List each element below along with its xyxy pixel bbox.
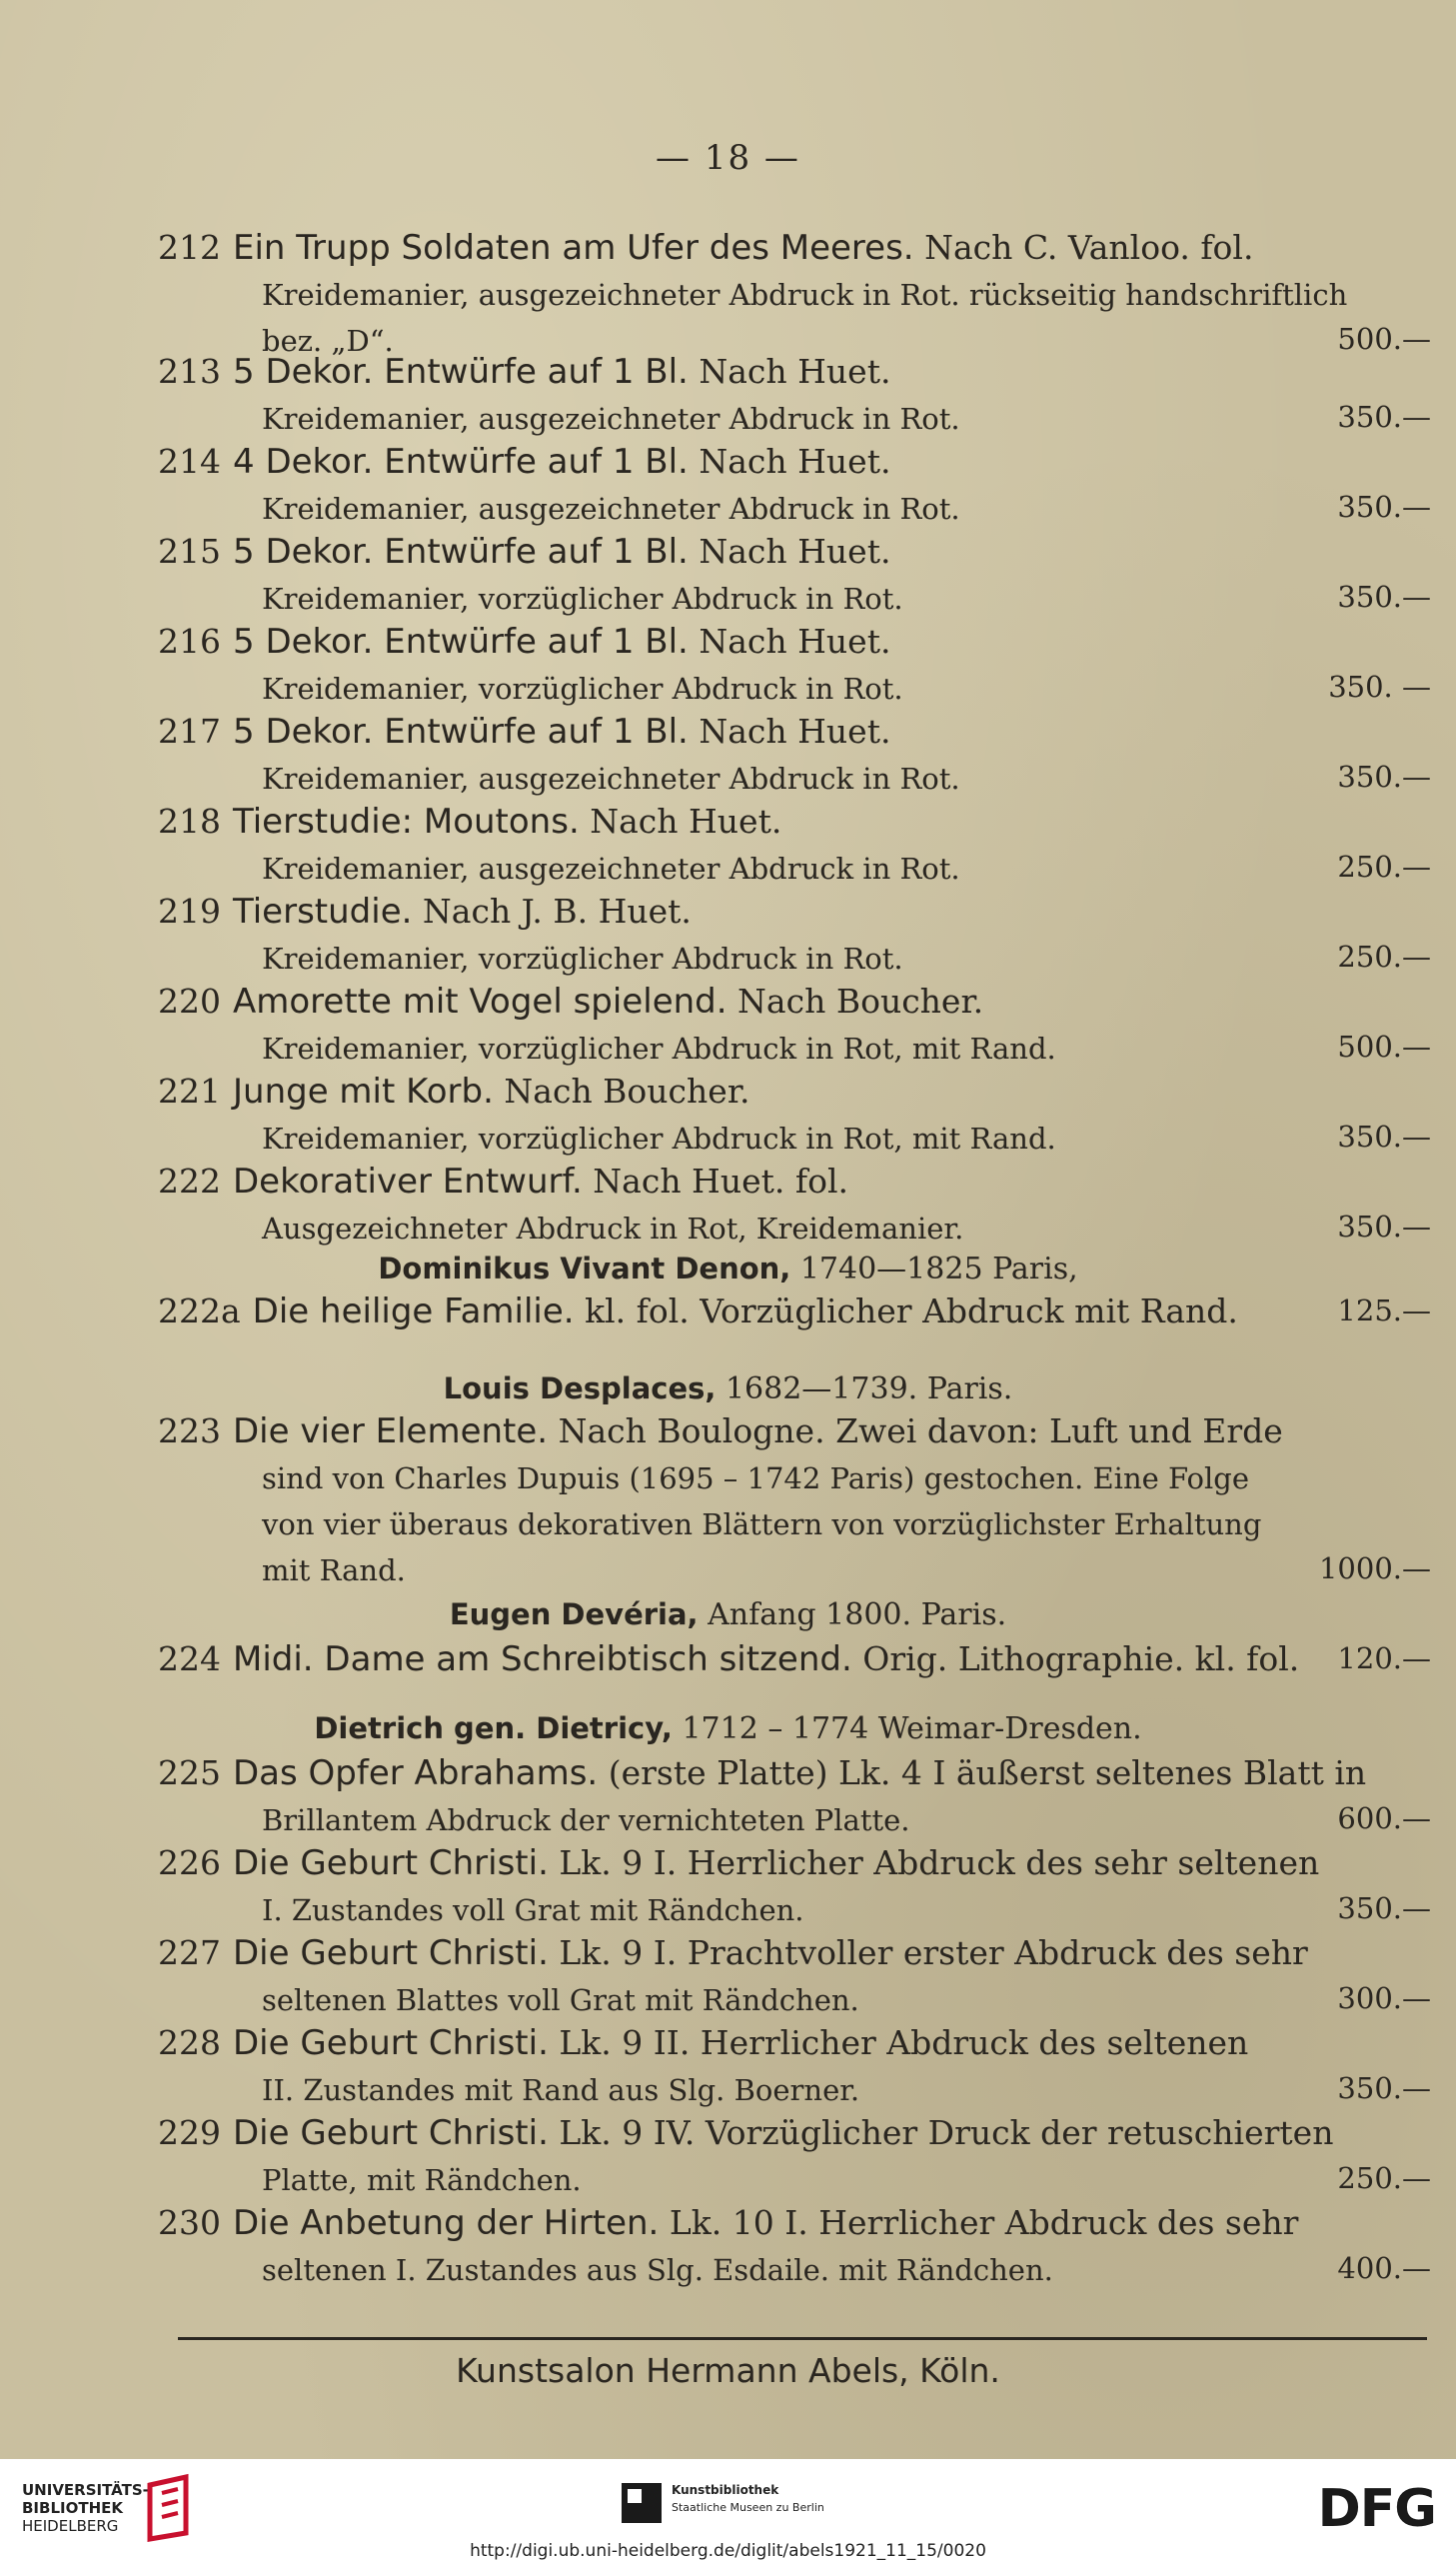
- entry-first-line: [158, 2203, 1298, 2243]
- description-line: bez. „D“.: [262, 324, 394, 358]
- entry-details: Nach Huet.: [579, 802, 782, 841]
- entry-first-line: [158, 712, 890, 752]
- artist-dates: 1740—1825 Paris,: [790, 1252, 1078, 1286]
- entry-price: 350. —: [1328, 670, 1431, 704]
- entry-price: 350.—: [1337, 2071, 1431, 2105]
- entry-number: 228: [158, 2023, 221, 2062]
- entry-first-line: [158, 622, 890, 662]
- entry-title: Das Opfer Abrahams.: [233, 1753, 599, 1793]
- entry-number: 214: [158, 442, 221, 481]
- entry-first-line: [158, 442, 890, 482]
- entry-title: Die Anbetung der Hirten.: [233, 2203, 660, 2243]
- entry-title: Junge mit Korb.: [233, 1072, 494, 1112]
- entry-title: 5 Dekor. Entwürfe auf 1 Bl.: [233, 712, 689, 752]
- entry-details: Lk. 9 II. Herrlicher Abdruck des seltenen: [548, 2023, 1249, 2062]
- entry-number: 212: [158, 228, 221, 267]
- kunstbibliothek-icon: [622, 2483, 662, 2523]
- description-line: sind von Charles Dupuis (1695 – 1742 Paris) gestochen. Eine Folge: [262, 1461, 1249, 1495]
- entry-first-line: [158, 352, 890, 392]
- entry-number: 220: [158, 982, 221, 1021]
- entry-number: 224: [158, 1639, 221, 1678]
- kb-title: Kunstbibliothek: [672, 2483, 779, 2497]
- entry-description: [262, 1206, 963, 1252]
- entry-description: [262, 2157, 582, 2203]
- entry-title: Amorette mit Vogel spielend.: [233, 982, 728, 1022]
- entry-details: Nach Huet.: [688, 352, 891, 391]
- entry-details: Lk. 9 I. Herrlicher Abdruck des sehr seltenen: [548, 1843, 1320, 1882]
- entry-first-line: [158, 1753, 1366, 1793]
- entry-title: Tierstudie.: [233, 892, 413, 932]
- description-line: Kreidemanier, ausgezeichneter Abdruck in Rot.: [262, 492, 960, 526]
- description-line: mit Rand.: [262, 1553, 406, 1587]
- entry-first-line: [158, 1411, 1283, 1451]
- entry-description: [262, 756, 960, 802]
- entry-number: 230: [158, 2203, 221, 2242]
- entry-number: 216: [158, 622, 221, 661]
- entry-first-line: [158, 2023, 1248, 2063]
- artist-heading: [0, 1597, 1456, 1632]
- artist-name: Dominikus Vivant Denon,: [378, 1252, 791, 1285]
- entry-title: 4 Dekor. Entwürfe auf 1 Bl.: [233, 442, 689, 482]
- entry-description: [262, 1797, 910, 1843]
- entry-title: Die heilige Familie.: [252, 1291, 575, 1331]
- entry-number: 225: [158, 1753, 221, 1792]
- entry-number: 222: [158, 1162, 221, 1201]
- artist-heading: [0, 1252, 1456, 1286]
- entry-title: Die Geburt Christi.: [233, 2113, 549, 2153]
- entry-number: 218: [158, 802, 221, 841]
- description-line: Kreidemanier, vorzüglicher Abdruck in Rot.: [262, 582, 903, 616]
- entry-number: 223: [158, 1411, 221, 1450]
- description-line: II. Zustandes mit Rand aus Slg. Boerner.: [262, 2073, 860, 2107]
- description-line: Kreidemanier, ausgezeichneter Abdruck in Rot.: [262, 762, 960, 796]
- entry-price: 350.—: [1337, 1210, 1431, 1244]
- artist-name: Dietrich gen. Dietricy,: [314, 1711, 673, 1745]
- entry-price: 400.—: [1337, 2251, 1431, 2285]
- entry-details: Nach Huet.: [688, 712, 891, 751]
- entry-price: 125.—: [1337, 1293, 1431, 1327]
- entry-details: Nach Huet.: [688, 622, 891, 661]
- entry-title: Ein Trupp Soldaten am Ufer des Meeres.: [233, 228, 914, 268]
- entry-details: Nach J. B. Huet.: [412, 892, 692, 931]
- kb-subtitle: Staatliche Museen zu Berlin: [672, 2501, 824, 2514]
- description-line: I. Zustandes voll Grat mit Rändchen.: [262, 1893, 804, 1927]
- artist-heading: [0, 1711, 1456, 1746]
- entry-price: 250.—: [1337, 2161, 1431, 2195]
- entry-title: Die Geburt Christi.: [233, 1843, 549, 1883]
- entry-details: kl. fol. Vorzüglicher Abdruck mit Rand.: [574, 1291, 1238, 1330]
- entry-price: 500.—: [1337, 1030, 1431, 1064]
- entry-number: 221: [158, 1072, 221, 1111]
- artist-dates: 1712 – 1774 Weimar-Dresden.: [672, 1711, 1142, 1746]
- entry-first-line: [158, 982, 983, 1022]
- dfg-logo[interactable]: DFG: [1317, 2479, 1436, 2539]
- entry-first-line: [158, 2113, 1333, 2153]
- entry-details: Nach C. Vanloo. fol.: [913, 228, 1254, 267]
- entry-description: [262, 846, 960, 892]
- description-line: Kreidemanier, vorzüglicher Abdruck in Rot.: [262, 942, 903, 976]
- entry-details: (erste Platte) Lk. 4 I äußerst seltenes Blatt in: [598, 1753, 1367, 1792]
- entry-first-line: [158, 532, 890, 572]
- entry-number: 222a: [158, 1291, 241, 1330]
- entry-price: 120.—: [1337, 1641, 1431, 1675]
- entry-title: 5 Dekor. Entwürfe auf 1 Bl.: [233, 622, 689, 662]
- entry-first-line: [158, 1639, 1299, 1679]
- entry-number: 219: [158, 892, 221, 931]
- entry-price: 350.—: [1337, 1120, 1431, 1154]
- entry-description: [262, 1887, 804, 1933]
- entry-description: [262, 1116, 1056, 1162]
- entry-description: [262, 2247, 1053, 2293]
- entry-details: Nach Boucher.: [727, 982, 984, 1021]
- description-line: Kreidemanier, vorzüglicher Abdruck in Rot, mit Rand.: [262, 1032, 1056, 1066]
- ub-line: UNIVERSITÄTS-: [22, 2481, 149, 2499]
- description-line: Kreidemanier, vorzüglicher Abdruck in Rot, mit Rand.: [262, 1122, 1056, 1156]
- description-line: seltenen Blattes voll Grat mit Rändchen.: [262, 1983, 859, 2017]
- entry-price: 350.—: [1337, 760, 1431, 794]
- entry-price: 250.—: [1337, 850, 1431, 884]
- entry-description: [262, 396, 960, 442]
- entry-price: 350.—: [1337, 1891, 1431, 1925]
- entry-price: 1000.—: [1318, 1551, 1431, 1585]
- ub-line: BIBLIOTHEK: [22, 2499, 123, 2517]
- entry-description: [262, 666, 903, 712]
- entry-description: [262, 272, 1347, 364]
- entry-price: 250.—: [1337, 940, 1431, 974]
- entry-description: [262, 576, 903, 622]
- description-line: Kreidemanier, vorzüglicher Abdruck in Rot.: [262, 672, 903, 706]
- entry-description: [262, 1455, 1261, 1593]
- artist-dates: 1682—1739. Paris.: [716, 1371, 1013, 1406]
- ub-emblem-icon: [142, 2473, 202, 2543]
- source-url[interactable]: http://digi.ub.uni-heidelberg.de/diglit/abels1921_11_15/0020: [470, 2541, 986, 2561]
- entry-details: Orig. Lithographie. kl. fol.: [851, 1639, 1300, 1678]
- entry-title: Die vier Elemente.: [233, 1411, 549, 1451]
- entry-first-line: [158, 1291, 1238, 1331]
- entry-title: Die Geburt Christi.: [233, 1933, 549, 1973]
- entry-first-line: [158, 1933, 1308, 1973]
- entry-number: 217: [158, 712, 221, 751]
- entry-first-line: [158, 802, 781, 842]
- entry-title: 5 Dekor. Entwürfe auf 1 Bl.: [233, 532, 689, 572]
- entry-details: Nach Huet.: [688, 532, 891, 571]
- description-line: Kreidemanier, ausgezeichneter Abdruck in Rot.: [262, 402, 960, 436]
- artist-dates: Anfang 1800. Paris.: [698, 1597, 1007, 1632]
- entry-details: Nach Boucher.: [493, 1072, 750, 1111]
- entry-number: 215: [158, 532, 221, 571]
- description-line: Ausgezeichneter Abdruck in Rot, Kreidemanier.: [262, 1212, 964, 1246]
- entry-description: [262, 2067, 859, 2113]
- page-number: — 18 —: [656, 138, 800, 178]
- entry-number: 213: [158, 352, 221, 391]
- entry-title: 5 Dekor. Entwürfe auf 1 Bl.: [233, 352, 689, 392]
- entry-first-line: [158, 1843, 1319, 1883]
- entry-first-line: [158, 228, 1253, 268]
- kunstbibliothek-label: [672, 2481, 824, 2517]
- artist-name: Eugen Devéria,: [449, 1597, 699, 1631]
- entry-details: Nach Huet.: [688, 442, 891, 481]
- bottom-bar: [0, 2459, 1456, 2567]
- entry-price: 500.—: [1337, 322, 1431, 356]
- entry-details: Lk. 9 I. Prachtvoller erster Abdruck des sehr: [548, 1933, 1308, 1972]
- description-line: Brillantem Abdruck der vernichteten Platte.: [262, 1803, 910, 1837]
- ub-line: HEIDELBERG: [22, 2517, 119, 2535]
- entry-number: 226: [158, 1843, 221, 1882]
- artist-name: Louis Desplaces,: [443, 1371, 717, 1405]
- entry-number: 229: [158, 2113, 221, 2152]
- entry-first-line: [158, 1162, 848, 1202]
- entry-description: [262, 1026, 1056, 1072]
- entry-number: 227: [158, 1933, 221, 1972]
- artist-heading: [0, 1371, 1456, 1406]
- entry-details: Lk. 10 I. Herrlicher Abdruck des sehr: [659, 2203, 1299, 2242]
- entry-title: Midi. Dame am Schreibtisch sitzend.: [233, 1639, 852, 1679]
- entry-description: [262, 486, 960, 532]
- entry-price: 350.—: [1337, 400, 1431, 434]
- entry-first-line: [158, 892, 692, 932]
- description-line: Platte, mit Rändchen.: [262, 2163, 582, 2197]
- entry-first-line: [158, 1072, 749, 1112]
- description-line: Kreidemanier, ausgezeichneter Abdruck in Rot. rückseitig handschriftlich: [262, 278, 1348, 312]
- entry-title: Die Geburt Christi.: [233, 2023, 549, 2063]
- entry-description: [262, 936, 903, 982]
- entry-price: 350.—: [1337, 490, 1431, 524]
- entry-price: 600.—: [1337, 1801, 1431, 1835]
- entry-title: Dekorativer Entwurf.: [233, 1162, 583, 1202]
- description-line: seltenen I. Zustandes aus Slg. Esdaile. mit Rändchen.: [262, 2253, 1053, 2287]
- entry-details: Lk. 9 IV. Vorzüglicher Druck der retuschierten: [548, 2113, 1334, 2152]
- entry-price: 350.—: [1337, 580, 1431, 614]
- description-line: von vier überaus dekorativen Blättern von vorzüglichster Erhaltung: [262, 1507, 1262, 1541]
- entry-details: Nach Boulogne. Zwei davon: Luft und Erde: [548, 1411, 1283, 1450]
- entry-description: [262, 1977, 859, 2023]
- entry-price: 300.—: [1337, 1981, 1431, 2015]
- entry-details: Nach Huet. fol.: [582, 1162, 848, 1201]
- ub-heidelberg-logo[interactable]: [22, 2481, 149, 2535]
- entry-title: Tierstudie: Moutons.: [233, 802, 580, 842]
- footer-publisher: Kunstsalon Hermann Abels, Köln.: [456, 2351, 1000, 2390]
- description-line: Kreidemanier, ausgezeichneter Abdruck in Rot.: [262, 852, 960, 886]
